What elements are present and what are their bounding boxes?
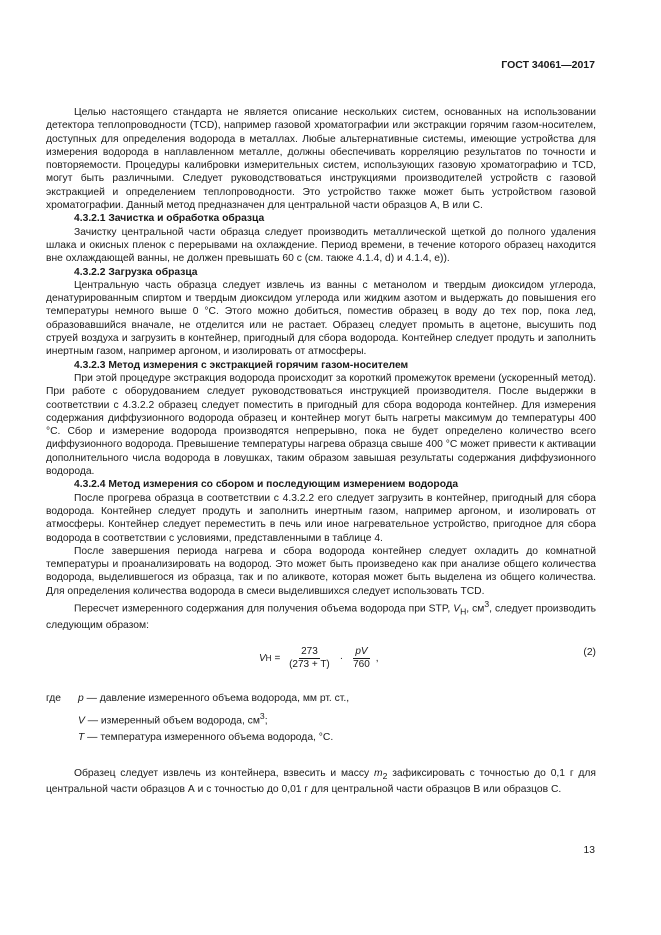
final-var: m [374,767,383,779]
section-paragraph: Зачистку центральной части образца следует производить металлической щеткой до полного удаления шлака и окисных пленок с перерывами на охлаждение. Период времени, в течение которого образец находится вне охлаждающей ванны, не должен превышать 60 с (см. также 4.1.4, d) и 4.1.4, e)). [46,226,596,265]
legend-symbol: V [78,714,85,726]
section-paragraph: Центральную часть образца следует извлечь из ванны с метанолом и твердым диоксидом углерода, денатурированным спиртом и твердым диоксидом углерода или жидким азотом и выдержать до повышения его температуры немного выше 0 °C. Этого можно добиться, поместив образец в воду до тех пор, пока лед, образовавшийся вначале, не отделится или не растает. Образец следует промыть в ацетоне, высушить под струей воздуха и загрузить в контейнер, пригодный для сбора водорода. Контейнер следует продуть и заполнить инертным газом, например аргоном, и изолировать от атмосферы. [46,279,596,358]
legend-symbol: T [78,732,85,744]
formula-lhs-sub: H [265,652,272,663]
legend-row [46,690,596,708]
final-var-sub: 2 [382,771,388,782]
legend-where-label: где [46,693,62,705]
section-heading-4-3-2-1: 4.3.2.1 Зачистка и обработка образца [74,213,265,225]
formula-2 [46,642,596,682]
volume-var-sub: H [460,606,467,617]
page-number: 13 [583,845,595,856]
fraction-2-denominator: 760 [353,659,370,671]
final-text-1: Образец следует извлечь из контейнера, взвесить и массу [74,767,370,779]
legend-symbol: p [78,693,84,705]
volume-intro-paragraph [46,598,596,632]
formula-expression [259,646,379,671]
legend-row [46,708,596,730]
legend-row [46,729,596,747]
legend-tail: ; [264,714,268,726]
volume-intro-text: Пересчет измеренного содержания для получения объема водорода при STP, [74,603,451,615]
fraction-1-numerator: 273 [301,646,318,658]
standard-header: ГОСТ 34061—2017 [501,59,595,71]
section-heading-4-3-2-2: 4.3.2.2 Загрузка образца [74,266,198,278]
section-paragraph: После завершения периода нагрева и сбора водорода контейнер следует охладить до комнатной температуры и проанализировать на водород. Это может быть произведено как при анализе общего количества водорода, выделившегося из образца, так и по аликвоте, которая может быть выделена из общего количества. Для определения количества водорода в смеси выделившихся следует использовать TCD. [46,545,596,597]
final-text-2: зафиксировать с точностью до 0,1 г для центральной части образцов А и с точностью до 0,01 г для центральной части образцов В или образцов С. [46,767,596,796]
fraction-2-numerator: pV [355,646,368,658]
section-heading-4-3-2-4: 4.3.2.4 Метод измерения со сбором и последующим измерением водорода [74,479,459,491]
volume-intro-tail: , следует производить следующим образом: [46,603,596,631]
fraction-1-denominator: (273 + T) [289,659,330,671]
formula-fraction-2 [351,646,372,671]
intro-paragraph: Целью настоящего стандарта не является описание нескольких систем, основанных на использовании детектора теплопроводности (TCD), например газовой хроматографии или экстракции горячим газом-носителем, доступных для определения водорода в металлах. Любые альтернативные системы, имеющие устройства для измерения водорода в наплавленном металле, должны обеспечивать корреляцию результатов по точности и повторяемости. Процедуры калибровки измерительных систем, использующих газовую хроматографию и TCD, могут быть различными. Следует руководствоваться инструкциями производителей устройств с газовой экстракцией и определением теплопроводности. Это устройство также может быть устройством газовой хроматографии. Данный метод предназначен для центральной части образцов А, В или С. [46,107,596,212]
formula-eq: = [271,652,284,664]
volume-unit-sup: 3 [484,598,490,609]
section-paragraph: При этой процедуре экстракция водорода происходит за короткий промежуток времени (ускоренный метод). При работе с оборудованием следует руководствоваться инструкцией производителя. После выдержки в соответствии с 4.3.2.2 образец следует поместить в пригодный для сбора водорода контейнер. Для измерения содержания диффузионного водорода образец и контейнер могут быть нагреты максимум до температуры 400 °C. Сбор и измерение водорода производятся непрерывно, пока не будет определено количество всего диффузионного водорода. Превышение температуры нагрева образца свыше 400 °C может привести к активации дополнительного числа водорода в ловушках, таким образом завышая результаты содержания диффузионного водорода. [46,372,596,478]
section-paragraph: После прогрева образца в соответствии с 4.3.2.2 его следует загрузить в контейнер, пригодный для сбора водорода. Контейнер следует продуть и заполнить инертным газом, например аргоном, и изолировать от атмосферы. Контейнер следует переместить в печь или иное нагревательное устройство, пригодное для сбора водорода в соответствии с условиями, представленными в таблице 4. [46,492,596,544]
formula-number: (2) [583,647,596,659]
final-paragraph [46,767,596,797]
formula-lhs: V [259,652,266,664]
legend-text: — давление измеренного объема водорода, мм рт. ст., [83,693,350,705]
legend-text: — измеренный объем водорода, см [84,714,260,726]
legend-text: — температура измеренного объема водорода, °C. [84,732,334,744]
formula-tail: , [375,652,379,664]
section-heading-4-3-2-3: 4.3.2.3 Метод измерения с экстракцией горячим газом-носителем [74,359,409,371]
legend-sup: 3 [259,710,265,721]
formula-legend [46,690,596,747]
volume-unit: , см [466,603,485,615]
formula-fraction-1 [287,646,332,671]
formula-dot: · [339,652,344,664]
document-body [46,106,596,797]
volume-var: V [453,603,461,615]
